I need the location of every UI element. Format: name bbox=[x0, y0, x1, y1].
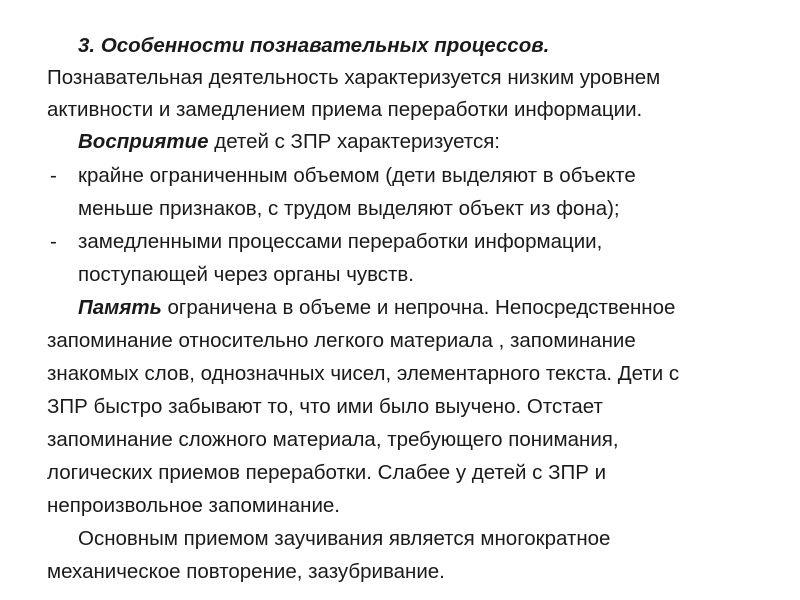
intro-line-2: активности и замедлением приема переработки информации. bbox=[47, 98, 643, 121]
memory-line: непроизвольное запоминание. bbox=[47, 494, 340, 517]
perception-item-2-line-2: поступающей через органы чувств. bbox=[78, 263, 415, 286]
memory-term: Память bbox=[78, 296, 162, 319]
memory-line: запоминание относительно легкого материала , запоминание bbox=[47, 329, 636, 352]
bullet-marker: - bbox=[50, 164, 57, 187]
perception-paragraph bbox=[78, 130, 500, 154]
memory-paragraph bbox=[78, 296, 675, 320]
memory-line: запоминание сложного материала, требующего понимания, bbox=[47, 428, 619, 451]
perception-item-1-line-2: меньше признаков, с трудом выделяют объект из фона); bbox=[78, 197, 620, 220]
perception-item-1-line-1: крайне ограниченным объемом (дети выделяют в объекте bbox=[78, 164, 636, 187]
memory-line: ЗПР быстро забывают то, что ими было выучено. Отстает bbox=[47, 395, 603, 418]
memory-line: логических приемов переработки. Слабее у детей с ЗПР и bbox=[47, 461, 607, 484]
perception-item-2-line-1: замедленными процессами переработки информации, bbox=[78, 230, 603, 253]
memory-lead: ограничена в объеме и непрочна. Непосредственное bbox=[161, 296, 676, 319]
perception-term: Восприятие bbox=[78, 130, 209, 153]
memory-line: знакомых слов, однозначных чисел, элементарного текста. Дети с bbox=[47, 362, 680, 385]
intro-line-1: Познавательная деятельность характеризуется низким уровнем bbox=[47, 66, 661, 89]
conclusion-line-1: Основным приемом заучивания является многократное bbox=[78, 527, 611, 550]
bullet-marker: - bbox=[50, 230, 57, 253]
heading-number: 3. bbox=[78, 34, 96, 57]
conclusion-line-2: механическое повторение, зазубривание. bbox=[47, 560, 445, 583]
perception-lead: детей с ЗПР характеризуется: bbox=[208, 130, 500, 153]
heading-title: Особенности познавательных процессов. bbox=[100, 34, 550, 57]
section-heading bbox=[78, 34, 549, 58]
